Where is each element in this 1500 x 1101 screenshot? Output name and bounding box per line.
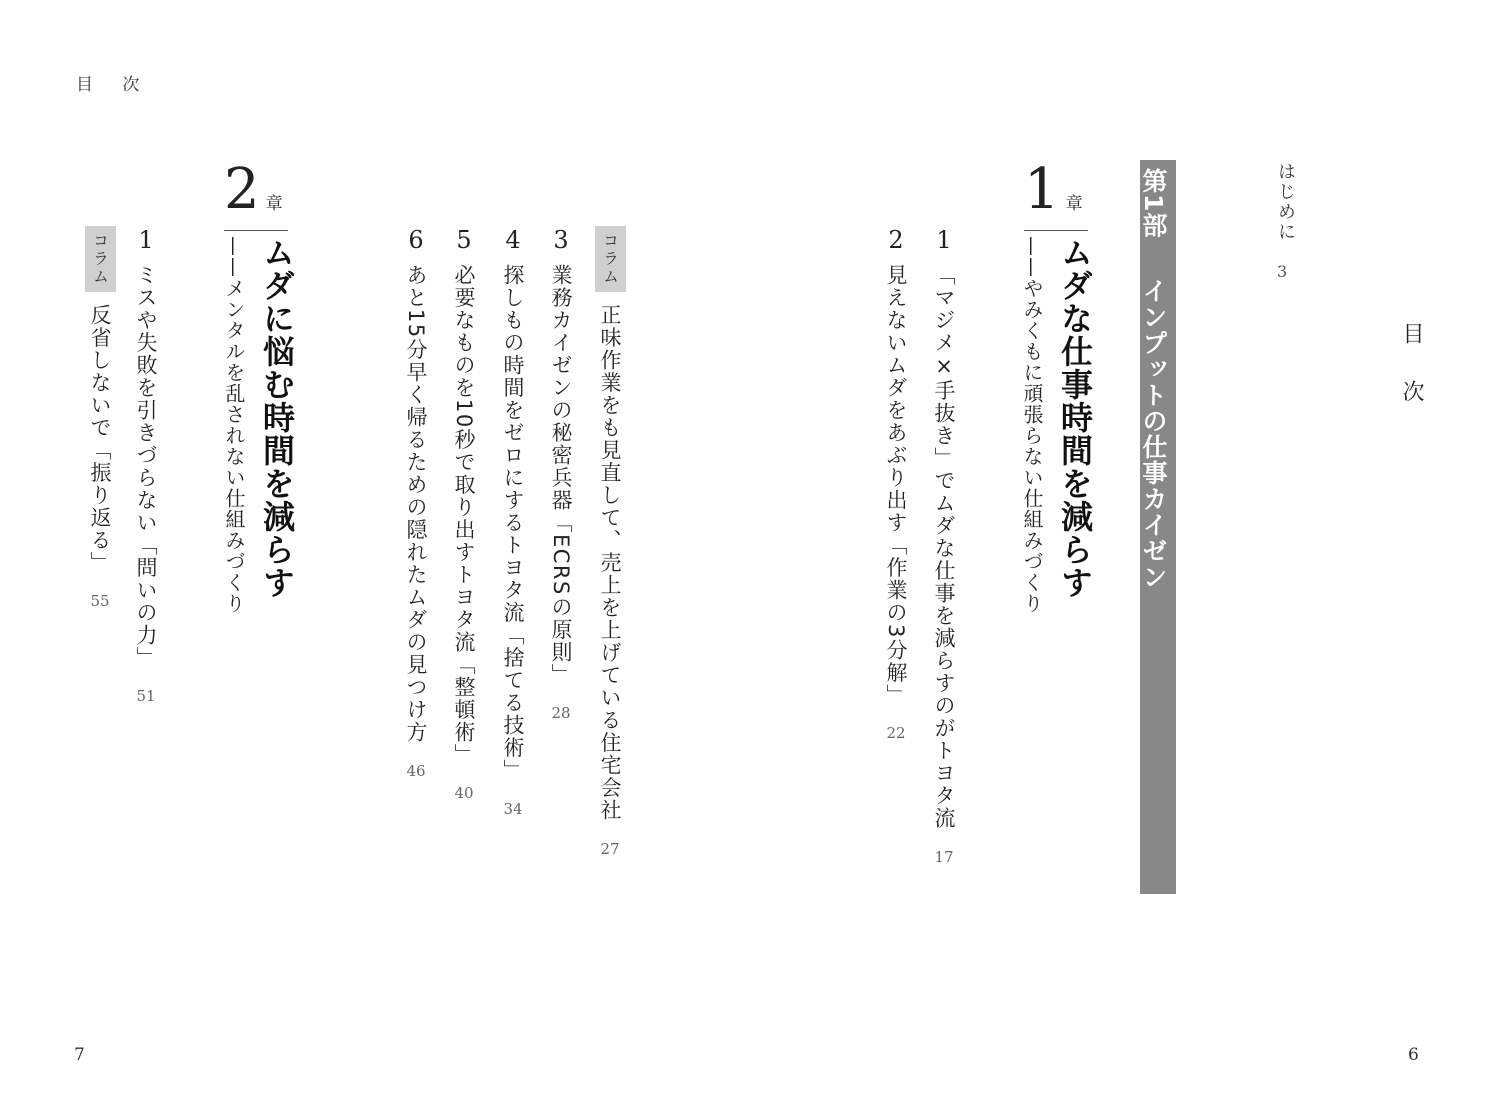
chapter-2-label (224, 157, 288, 222)
entry-title: ミスや失敗を引きづらない「問いの力」 (134, 264, 158, 669)
entry-page-number: 28 (551, 703, 571, 722)
chapter-2-number: 2 (224, 157, 260, 222)
chapter-2-heading (224, 157, 288, 231)
chapter-1-word: 章 (1065, 194, 1083, 214)
entry-title: 業務カイゼンの秘密兵器「ECRSの原則」 (549, 264, 573, 686)
chapter-2-rule (224, 230, 288, 231)
toc-entry-column[interactable] (80, 226, 120, 610)
entry-title: 必要なものを10秒で取り出すトヨタ流「整頓術」 (452, 264, 476, 767)
toc-entry[interactable] (876, 228, 916, 742)
entry-number: 1 (936, 226, 952, 254)
chapter-1-rule (1024, 230, 1088, 231)
entry-page-number: 40 (454, 784, 474, 803)
page-number-left: 7 (74, 1045, 85, 1065)
chapter-1-label (1024, 157, 1088, 222)
toc-title: 目次 (1399, 322, 1424, 438)
toc-entry[interactable] (396, 228, 436, 780)
toc-entry[interactable] (493, 228, 533, 818)
entry-title: 正味作業をも見直して、売上を上げている住宅会社 (598, 304, 622, 822)
entry-title: 探しもの時間をゼロにするトヨタ流「捨てる技術」 (501, 264, 525, 782)
entry-number: 3 (553, 226, 569, 254)
entry-page-number: 46 (406, 761, 426, 780)
entry-page-number: 34 (503, 799, 523, 818)
intro-page-number: 3 (1277, 262, 1288, 281)
part-title: インプットの仕事カイゼン (1139, 278, 1168, 591)
toc-entry[interactable] (541, 228, 581, 722)
intro-label: はじめに (1275, 162, 1296, 242)
part-number: 第1部 (1139, 168, 1168, 239)
toc-entry[interactable] (126, 228, 166, 705)
running-head: 目 次 (76, 75, 152, 95)
entry-page-number: 17 (934, 847, 954, 866)
entry-title: 「マジメ×手抜き」でムダな仕事を減らすのがトヨタ流 (932, 264, 956, 830)
entry-number: 4 (505, 226, 521, 254)
entry-title: あと15分早く帰るための隠れたムダの見つけ方 (404, 264, 428, 744)
entry-page-number: 55 (90, 592, 110, 610)
entry-number: 5 (456, 226, 472, 254)
chapter-1-title: ムダな仕事時間を減らす (1056, 236, 1094, 599)
chapter-2-subtitle: ——メンタルを乱されない仕組みづくり (222, 236, 246, 614)
column-tag: コラム (595, 226, 626, 292)
entry-number: 6 (408, 226, 424, 254)
part-band (1140, 160, 1176, 894)
toc-entry[interactable] (444, 228, 484, 802)
entry-page-number: 22 (886, 724, 906, 743)
page-number-right: 6 (1408, 1045, 1419, 1065)
chapter-1-subtitle: ——やみくもに頑張らない仕組みづくり (1020, 236, 1044, 614)
entry-number: 1 (138, 226, 154, 254)
toc-entry[interactable] (924, 228, 964, 866)
toc-entry-column[interactable] (590, 226, 630, 858)
entry-title: 反省しないで「振り返る」 (88, 304, 112, 574)
entry-page-number: 51 (136, 687, 156, 705)
entry-number: 2 (888, 226, 904, 254)
chapter-2-title: ムダに悩む時間を減らす (258, 236, 296, 599)
entry-title: 見えないムダをあぶり出す「作業の3分解」 (884, 264, 908, 707)
chapter-1-number: 1 (1024, 157, 1060, 222)
chapter-2-word: 章 (265, 194, 283, 214)
chapter-1-heading (1024, 157, 1088, 231)
entry-page-number: 27 (600, 839, 620, 858)
column-tag: コラム (85, 226, 116, 292)
